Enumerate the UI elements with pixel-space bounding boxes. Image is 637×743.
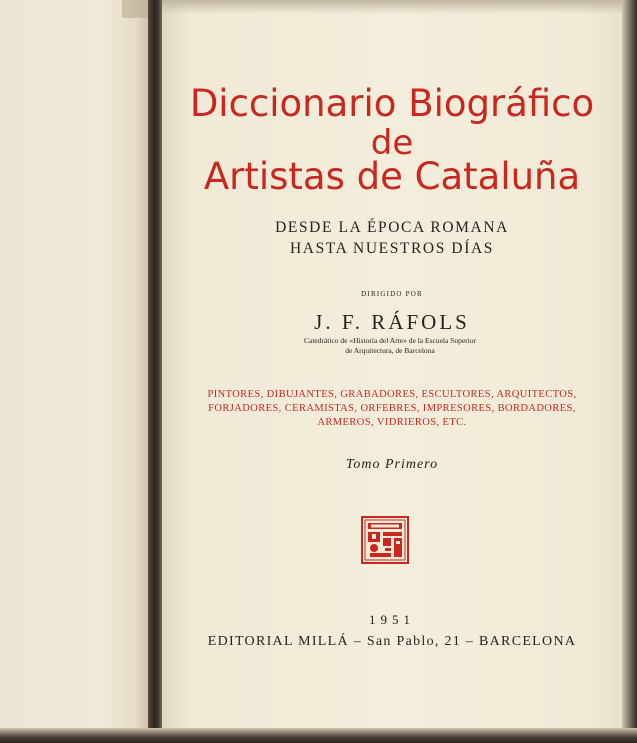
author-name: J. F. RÁFOLS bbox=[314, 310, 470, 334]
publication-year: 1951 bbox=[369, 612, 415, 627]
title-line-1: Diccionario Biográfico bbox=[189, 82, 595, 125]
author-desc-line-2: de Arquitectura, de Barcelona bbox=[345, 346, 435, 355]
author-desc-line-1: Catedrático de «Historia del Arte» de la Escuela Superior bbox=[303, 336, 477, 345]
publisher-imprint: EDITORIAL MILLÁ – San Pablo, 21 – BARCELONA bbox=[207, 634, 577, 649]
printer-mark-icon bbox=[361, 516, 409, 564]
subtitle-line-1: DESDE LA ÉPOCA ROMANA bbox=[275, 219, 509, 236]
left-page bbox=[0, 0, 148, 743]
book-gutter bbox=[148, 0, 162, 743]
subtitle-line-2: HASTA NUESTROS DÍAS bbox=[290, 240, 494, 257]
right-page-edge bbox=[622, 0, 637, 743]
trades-list bbox=[162, 388, 622, 430]
volume-label: Tomo Primero bbox=[345, 457, 439, 472]
bottom-edge bbox=[0, 728, 637, 743]
author-description bbox=[240, 336, 540, 356]
directed-by-label: DIRIGIDO POR bbox=[361, 290, 423, 298]
trades-line-3: ARMEROS, VIDRIEROS, ETC. bbox=[317, 417, 467, 428]
trades-line-1: PINTORES, DIBUJANTES, GRABADORES, ESCULTORES, ARQUITECTOS, bbox=[207, 389, 577, 400]
title-line-2: Artistas de Cataluña bbox=[203, 155, 581, 198]
page-top-shadow bbox=[162, 0, 622, 14]
title-connector: de bbox=[370, 123, 414, 163]
trades-line-2: FORJADORES, CERAMISTAS, ORFEBRES, IMPRESORES, BORDADORES, bbox=[208, 403, 576, 414]
subtitle bbox=[162, 217, 622, 259]
